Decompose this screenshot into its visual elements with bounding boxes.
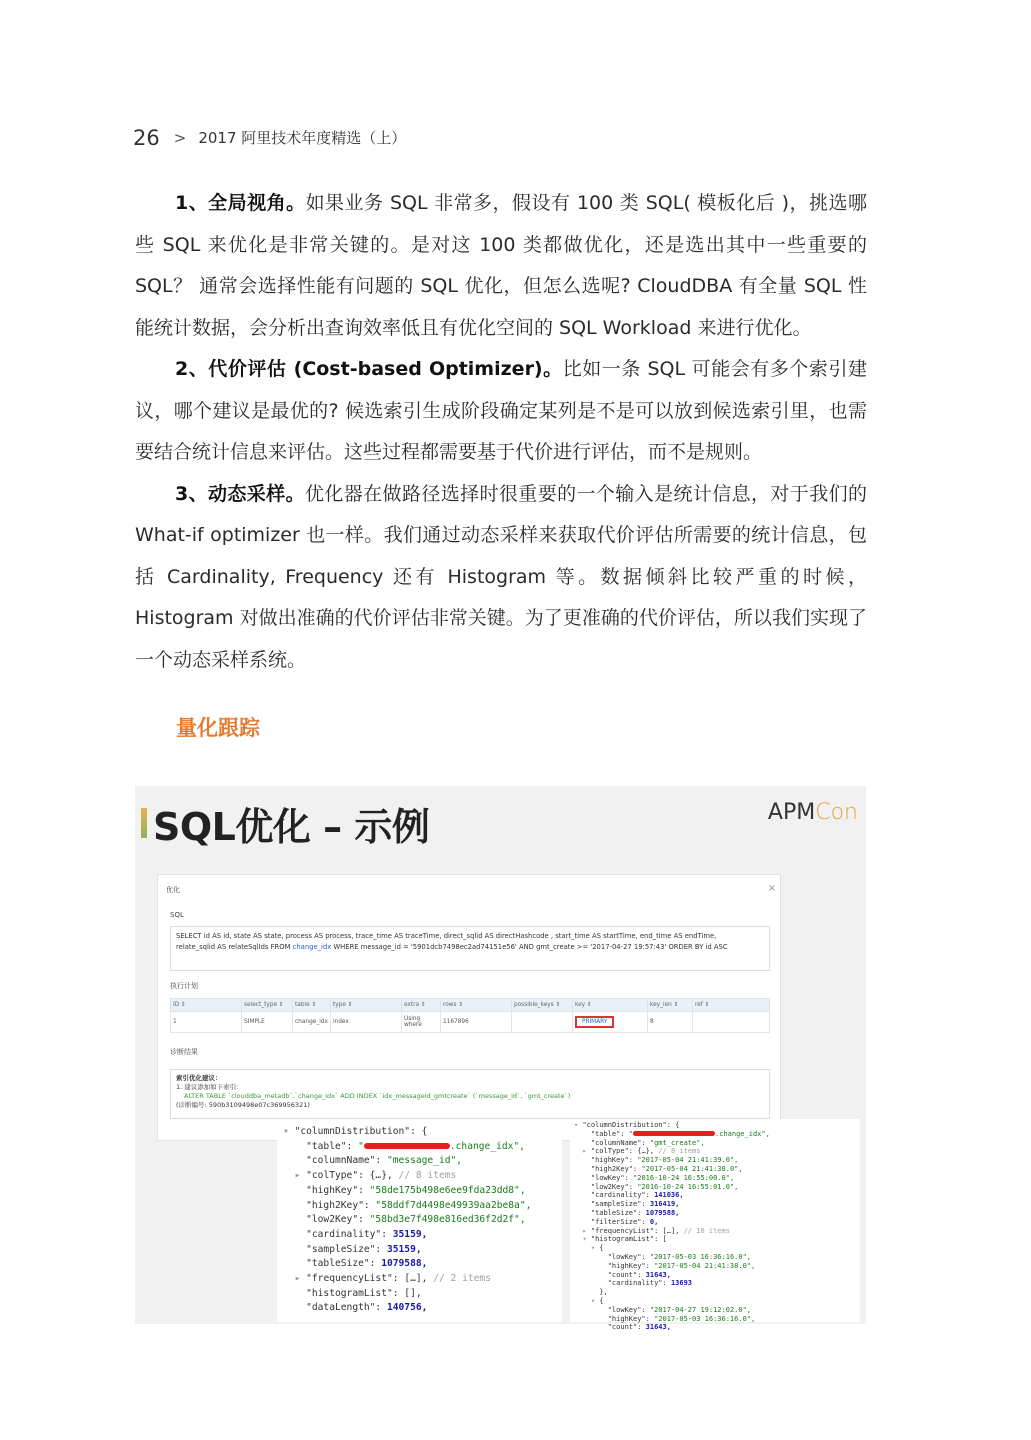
- cell: [511, 1012, 572, 1033]
- json-string: "message_id",: [386, 1155, 463, 1167]
- apmcon-logo: [768, 800, 858, 825]
- json-key: "cardinality":: [306, 1228, 393, 1240]
- paragraph-text: 如果业务 SQL 非常多，假设有 100 类 SQL( 模板化后 )，挑选哪些 SQL 来优化是非常关键的。是对这 100 类都做优化，还是选出其中一些重要的 SQL？ 通常会选择性能有问题的 SQL 优化，但怎么选呢? CloudDBA 有全量 SQL 性能统计数据，会分析出查询效率低且有优化空间的 SQL Workload 来进行优化。: [135, 192, 867, 339]
- redacted-mark: [364, 1143, 450, 1149]
- collapse-triangle-icon[interactable]: ▾: [590, 1296, 596, 1305]
- cell: index: [330, 1012, 401, 1033]
- plan-label: 执行计划: [170, 982, 198, 990]
- json-number: 1079588,: [645, 1208, 680, 1217]
- json-number: 1079588,: [381, 1258, 428, 1270]
- redacted-mark: [633, 1131, 715, 1136]
- running-header: [133, 126, 406, 150]
- json-key: "dataLength":: [306, 1302, 387, 1314]
- json-string: "2016-10-24 16:55:01.0",: [637, 1182, 739, 1191]
- collapse-triangle-icon[interactable]: ▾: [283, 1126, 289, 1137]
- json-number: 140756,: [386, 1302, 428, 1314]
- title-accent-bar: [141, 808, 147, 838]
- cell: change_idx: [293, 1012, 331, 1033]
- json-number: 141036,: [654, 1191, 684, 1200]
- sql-label: SQL: [170, 911, 184, 919]
- optimization-dialog: [157, 874, 781, 1141]
- col-header[interactable]: ID ⇕: [171, 999, 242, 1012]
- json-comment: // 10 items: [683, 1226, 730, 1235]
- diagnosis-title: 索引优化建议：: [176, 1074, 222, 1082]
- collapse-triangle-icon[interactable]: ▾: [582, 1235, 587, 1244]
- json-key: "tableSize":: [590, 1208, 646, 1217]
- sql-line-2b: WHERE message_id = '5901dcb7498ec2ad74151e56' AND gmt_create >= '2017-04-27 19:57:43' ORDER BY id ASC: [331, 943, 728, 951]
- json-key: "highKey":: [590, 1156, 638, 1165]
- expand-triangle-icon[interactable]: ▸: [294, 1170, 301, 1182]
- paragraph-lead: 2、代价评估 (Cost-based Optimizer)。: [175, 358, 563, 380]
- paragraph-cost-based: [135, 349, 867, 474]
- json-key: "table":: [306, 1140, 359, 1152]
- expand-triangle-icon[interactable]: ▸: [582, 1147, 587, 1156]
- header-separator: >: [173, 129, 187, 147]
- json-key: "columnName":: [306, 1155, 387, 1167]
- sql-line-2a: relate_sqlid AS relateSqlIds FROM: [176, 943, 293, 951]
- json-string: "58bd3e7f498e816ed36f2d2f",: [369, 1214, 526, 1226]
- paragraph-text: 比如一条 SQL 可能会有多个索引建议，哪个建议是最优的? 候选索引生成阶段确定某列是不是可以放到候选索引里，也需要结合统计信息来评估。这些过程都需要基于代价进行评估，而不是规则。: [135, 358, 867, 463]
- json-key: "low2Key":: [306, 1214, 370, 1226]
- json-key: "columnName":: [590, 1138, 650, 1147]
- paragraph-lead: 3、动态采样。: [175, 482, 305, 505]
- json-comment: // 8 items: [398, 1170, 457, 1182]
- json-key: "lowKey":: [607, 1252, 650, 1261]
- cell: SIMPLE: [242, 1012, 293, 1033]
- json-key: "sampleSize":: [590, 1200, 650, 1209]
- json-number: 0,: [649, 1217, 659, 1226]
- paragraph-global-view: [135, 183, 867, 349]
- dialog-title: 优化: [166, 886, 180, 894]
- json-key: "cardinality":: [590, 1191, 655, 1200]
- json-key: "sampleSize":: [306, 1243, 387, 1255]
- cell: [692, 1012, 769, 1033]
- json-key: "count":: [607, 1270, 646, 1279]
- json-key: "columnDistribution": {: [294, 1126, 428, 1137]
- paragraph-dynamic-sampling: [135, 474, 867, 682]
- json-string: "2017-05-04 21:41:38.0",: [641, 1164, 743, 1173]
- figure-sql-optimization-example: [135, 786, 866, 1332]
- json-comment: // 8 items: [658, 1147, 701, 1156]
- col-header[interactable]: table ⇕: [293, 999, 331, 1012]
- json-key: "highKey":: [607, 1314, 655, 1323]
- collapse-triangle-icon[interactable]: ▾: [574, 1121, 579, 1129]
- json-key: "columnDistribution": {: [582, 1121, 680, 1129]
- json-key: "low2Key":: [590, 1182, 638, 1191]
- sql-text-box: [170, 926, 770, 971]
- table-header-row: [171, 999, 770, 1012]
- cell: 1167896: [440, 1012, 511, 1033]
- cell-key: [572, 1012, 647, 1033]
- json-string: "2017-04-27 19:12:02.0",: [649, 1305, 752, 1314]
- json-key: "cardinality":: [607, 1279, 671, 1288]
- col-header[interactable]: key ⇕: [572, 999, 647, 1012]
- sql-line-2: [176, 942, 764, 953]
- json-key: "lowKey":: [590, 1173, 634, 1182]
- json-key: "tableSize":: [306, 1258, 382, 1270]
- book-title: 2017 阿里技术年度精选（上）: [198, 129, 407, 147]
- diagnosis-line: 1. 建议添加如下索引：: [176, 1083, 243, 1091]
- logo-main: APM: [767, 800, 816, 825]
- diagnosis-id: (诊断编号: 590b3109498e07c369956321): [176, 1101, 310, 1109]
- col-header[interactable]: select_type ⇕: [242, 999, 293, 1012]
- primary-key-highlight: PRIMARY: [575, 1016, 614, 1028]
- expand-triangle-icon[interactable]: ▸: [582, 1226, 587, 1235]
- json-number: 35159,: [386, 1243, 422, 1255]
- section-title: 量化跟踪: [176, 716, 260, 740]
- json-key: "frequencyList": […],: [306, 1273, 434, 1285]
- body-text: [135, 183, 867, 681]
- col-header[interactable]: key_len ⇕: [647, 999, 692, 1012]
- page-number: 26: [133, 126, 160, 150]
- col-header[interactable]: type ⇕: [330, 999, 401, 1012]
- json-key: "colType": {…},: [590, 1147, 659, 1156]
- json-key: "lowKey":: [607, 1305, 650, 1314]
- json-number: 316419,: [649, 1200, 680, 1209]
- json-string: ": [629, 1130, 715, 1138]
- json-key: "histogramList": [: [590, 1235, 667, 1244]
- json-string: "gmt_create",: [649, 1138, 705, 1147]
- json-key: "high2Key":: [590, 1164, 642, 1173]
- expand-triangle-icon[interactable]: ▸: [294, 1273, 301, 1285]
- col-header[interactable]: ref ⇕: [692, 999, 769, 1012]
- collapse-triangle-icon[interactable]: ▾: [590, 1244, 596, 1253]
- paragraph-lead: 1、全局视角。: [175, 192, 306, 214]
- close-icon[interactable]: ×: [767, 883, 776, 894]
- diagnosis-box: [170, 1069, 770, 1119]
- json-key: "frequencyList": […],: [590, 1226, 684, 1235]
- json-comment: // 2 items: [433, 1273, 491, 1285]
- execution-plan-table: [170, 998, 770, 1033]
- json-string: "2017-05-03 16:36:16.0",: [649, 1252, 752, 1261]
- sql-line-1: SELECT id AS id, state AS state, process AS process, trace_time AS traceTime, direct_sqlid AS directHashcode , start_time AS startTime, end_time AS endTime,: [176, 932, 717, 940]
- json-key: "highKey":: [306, 1184, 370, 1196]
- json-viewer-message-id: [277, 1122, 562, 1322]
- json-string: ": [358, 1141, 450, 1152]
- json-number: 13693: [670, 1279, 693, 1288]
- col-header[interactable]: possible_keys ⇕: [511, 999, 572, 1012]
- table-row: [171, 1012, 770, 1033]
- logo-accent: Con: [815, 800, 858, 825]
- json-string: "58de175b498e6ee9fda23dd8",: [369, 1184, 526, 1196]
- json-string: "2016-10-24 16:55:00.0",: [633, 1173, 735, 1182]
- col-header[interactable]: rows ⇕: [440, 999, 511, 1012]
- sql-table-link[interactable]: change_idx: [292, 943, 332, 951]
- index-suggestion-sql: ALTER TABLE `clouddba_metadb`.`change_idx` ADD INDEX `idx_messageid_gmtcreate` (`message_id`, `gmt_create`): [184, 1092, 571, 1100]
- json-string: .change_idx",: [449, 1140, 525, 1152]
- col-header[interactable]: extra ⇕: [401, 999, 440, 1012]
- json-number: 35159,: [392, 1228, 428, 1240]
- json-number: 31643,: [645, 1323, 671, 1332]
- cell: 8: [647, 1012, 692, 1033]
- json-viewer-gmt-create: ▾ "columnDistribution": { "table": " .change_idx", "columnName": "gmt_create", ▸ "colType": {…}, // 8 items "highKey": "2017-05-04 21:41:39.0", "high2Key": "2017-05-04 21:41:38.0", "lowKey": "2016-10-24 16:55:00.0", "low2Key": "2016-10-24 16:55:01.0", "cardinality": 141036, "sampleSize": 316419, "tableSize": 1079588, "filterSize": 0, ▸ "frequencyList": […], // 10 items ▾ "histogramList": [ ▾ { "lowKey": "2017-05-03 16:36:16.0", "highKey": "2017-05-04 21:41:38.0", "count": 31643, "cardinality": 13693 }, ▾ { "lowKey": "2017-04-27 19:12:02.0", "highKey": "2017-05-03 16:36:16.0", "count": 31643,: [570, 1119, 860, 1322]
- json-key: "highKey":: [607, 1261, 655, 1270]
- json-key: "filterSize":: [590, 1217, 650, 1226]
- json-string: "2017-05-03 16:36:16.0",: [654, 1314, 756, 1323]
- json-key: "high2Key":: [306, 1199, 376, 1211]
- json-key: "colType": {…},: [306, 1170, 399, 1182]
- json-string: "2017-05-04 21:41:39.0",: [637, 1156, 739, 1165]
- figure-title: SQL优化 – 示例: [153, 805, 430, 849]
- json-key: "histogramList": [],: [306, 1287, 422, 1299]
- cell: Using where: [401, 1012, 440, 1033]
- json-string: "2017-05-04 21:41:38.0",: [654, 1261, 756, 1270]
- json-string: .change_idx",: [715, 1129, 770, 1138]
- diagnosis-label: 诊断结果: [170, 1048, 198, 1056]
- json-key: "table":: [590, 1129, 629, 1138]
- json-key: "count":: [607, 1323, 646, 1332]
- json-number: 31643,: [645, 1270, 671, 1279]
- json-string: "58ddf7d4498e49939aa2be8a",: [375, 1199, 532, 1211]
- paragraph-text: 优化器在做路径选择时很重要的一个输入是统计信息，对于我们的 What-if optimizer 也一样。我们通过动态采样来获取代价评估所需要的统计信息，包括 Cardinality, Frequency 还有 Histogram 等。数据倾斜比较严重的时候，Histogram 对做出准确的代价评估非常关键。为了更准确的代价评估，所以我们实现了一个动态采样系统。: [135, 482, 867, 671]
- cell: 1: [171, 1012, 242, 1033]
